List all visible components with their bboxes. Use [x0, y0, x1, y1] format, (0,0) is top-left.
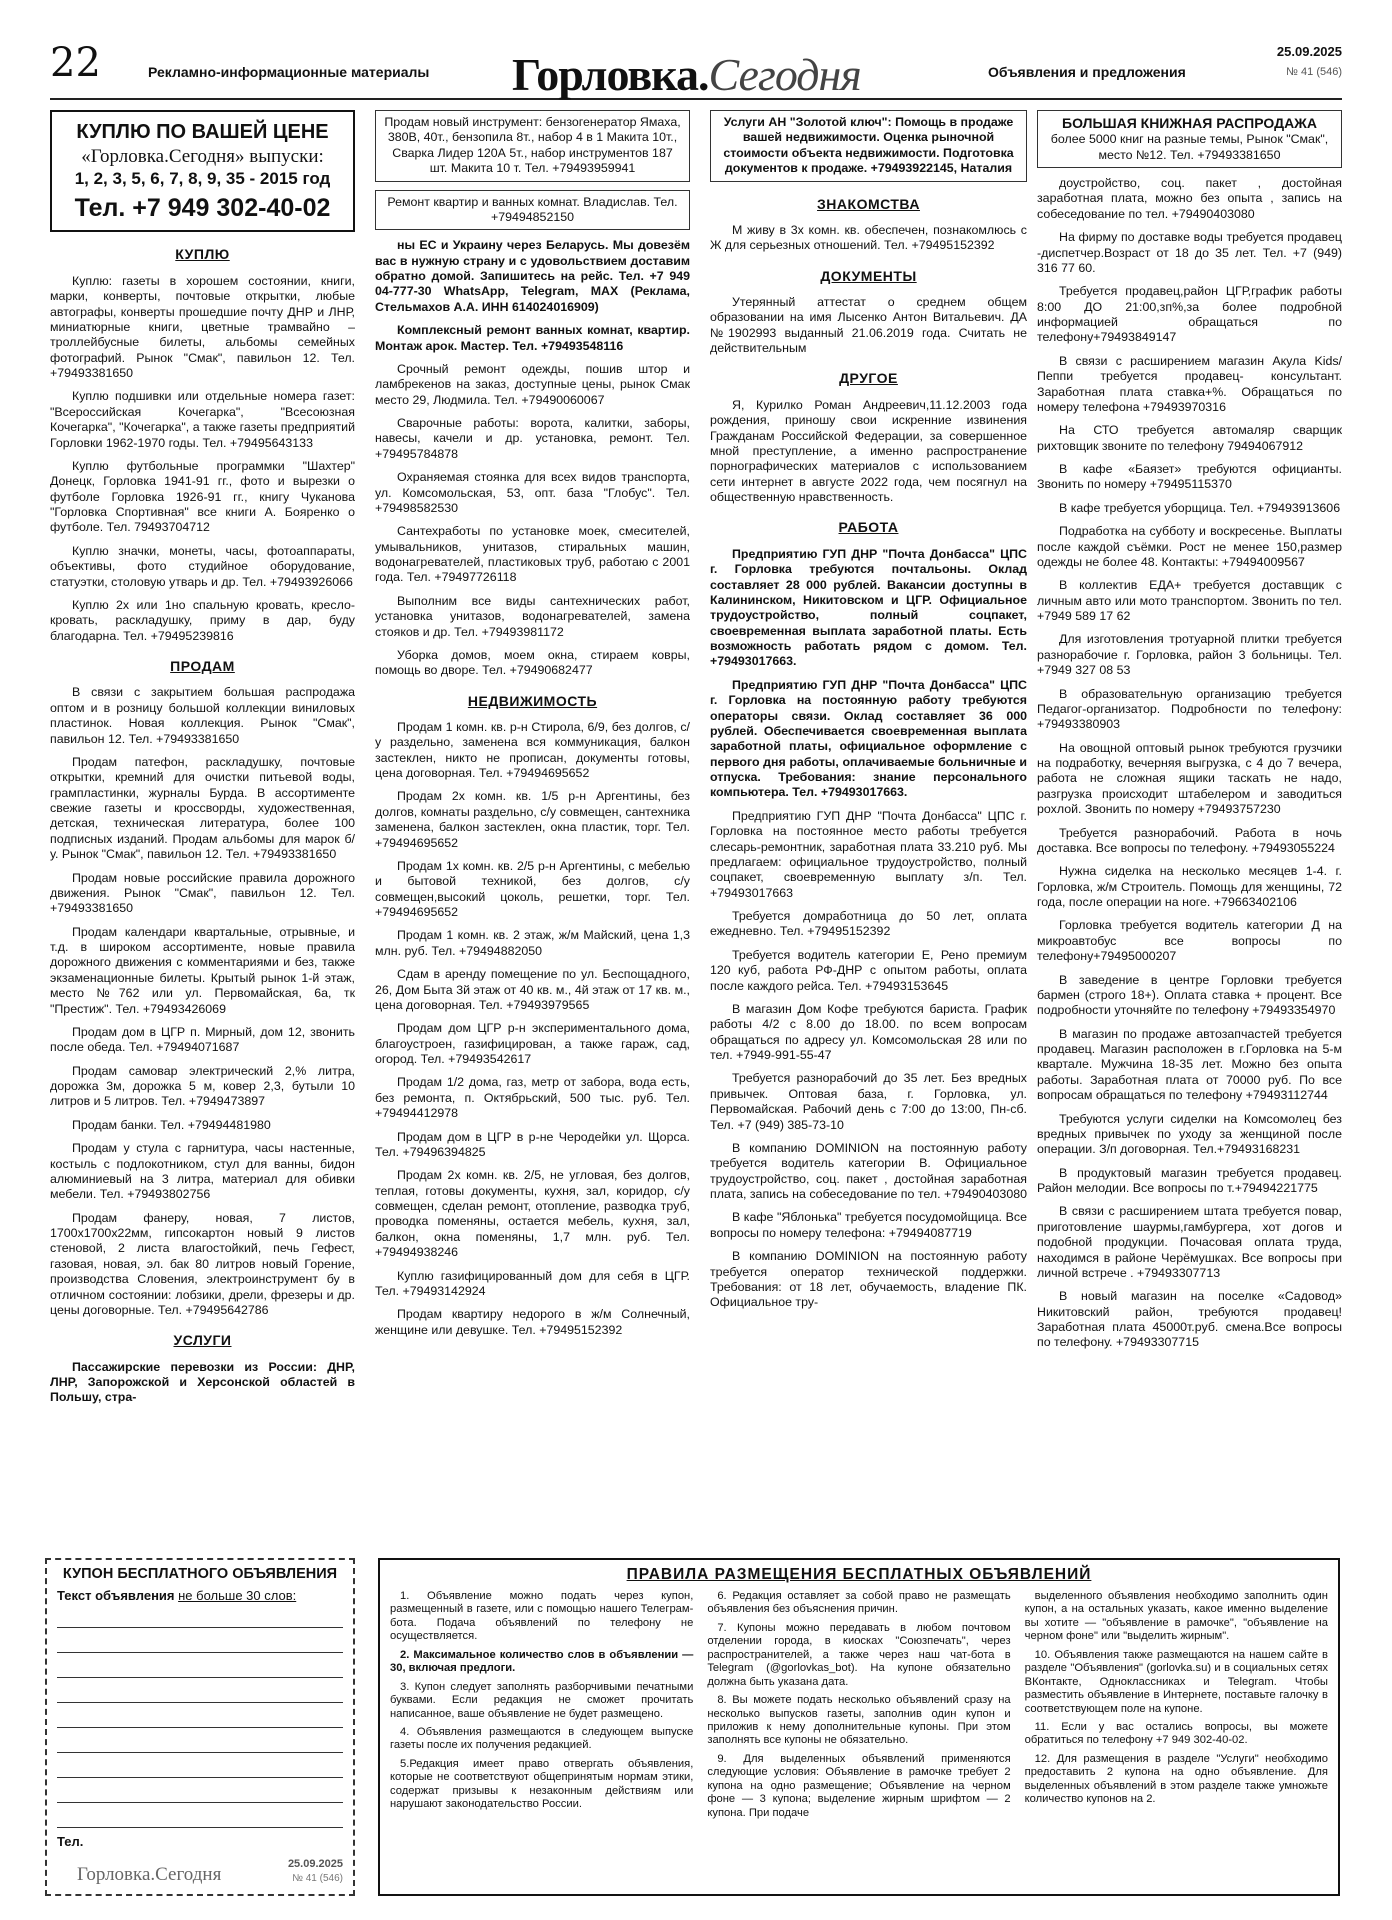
rules-box [378, 1558, 1340, 1896]
listing: Продам 1/2 дома, газ, метр от забора, вода есть, без ремонта, п. Октябрьский, 500 тыс. руб. Тел. +79494412978 [375, 1075, 690, 1121]
listing: Куплю: газеты в хорошем состоянии, книги, марки, конверты, почтовые открытки, любые автографы, конверты прошедшие почту ДНР и ЛНР, миниатюрные книги, цветные трамвайно – троллейбусные билеты, альбомы семейных фотографий. Рынок "Смак", павильон 12. Тел. +79493381650 [50, 273, 355, 381]
rule-item: 6. Редакция оставляет за собой право не размещать объявления без объяснения причин. [707, 1590, 1011, 1616]
listing: В магазин по продаже автозапчастей требуется продавец. Магазин расположен в г.Горловка на 5-м квартале. Мужчина 18-35 лет. Можно без опыта работы. Заработная плата от 70000 руб. По все вопросам обращаться по телефону +79493112744 [1037, 1026, 1342, 1103]
listing: На овощной оптовый рынок требуются грузчики на подработку, вечерняя выгрузка, с 4 до 7 вечера, работа не сложная ящики таскать не надо, разгрузка происходит штабелером и заводиться рохлой. Звонить по номеру +79493757230 [1037, 740, 1342, 817]
coupon-issue: № 41 (546) [292, 1873, 343, 1884]
issue-date: 25.09.2025 [1276, 44, 1342, 59]
listing: В коллектив ЕДА+ требуется доставщик с личным авто или мото транспортом. Звонить по тел. +7949 589 17 62 [1037, 578, 1342, 624]
listing: На СТО требуется автомаляр сварщик рихтовщик звоните по телефону 79494067912 [1037, 423, 1342, 453]
section-heading-work: РАБОТА [838, 519, 899, 536]
listing: Требуется продавец,район ЦГР,график работы 8:00 ДО 21:00,зп%,за более подробной информацией обращаться по телефону+79493849147 [1037, 284, 1342, 345]
rule-item: 1. Объявление можно подать через купон, размещенный в газете, или с помощью нашего Телеграм-бота. Подача объявлений по телефону не осуществляется. [390, 1590, 694, 1643]
rule-item: 10. Объявления также размещаются на нашем сайте в разделе "Объявления" (gorlovka.su) и в социальных сетях ВКонтакте, Одноклассниках и Telegram. Чтобы разместить объявление в Интернете, поставьте галочку в соответствующем поле на купоне. [1024, 1648, 1328, 1715]
listing: Охраняемая стоянка для всех видов транспорта, ул. Комсомольская, 53, опт. база "Глобус". Тел. +79498582530 [375, 470, 690, 515]
listing: ны ЕС и Украину через Беларусь. Мы довезём вас в нужную страну и с удовольствием доставим обратно домой. Запишитесь на рейс. Тел. +7 949 04-777-30 WhatsApp, Telegram, MAX (Реклама, Стельмахов А.А. ИНН 614024016909) [375, 238, 690, 314]
rule-item: 9. Для выделенных объявлений применяются следующие условия: Объявление в рамочке требует 2 купона на одно размещение; Объявление на черном фоне — 3 купона; выделение жирным шрифтом — 2 купона. При подаче [707, 1752, 1011, 1819]
listing: Предприятию ГУП ДНР "Почта Донбасса" ЦПС г. Горловка на постоянное место работы требуется слесарь-ремонтник, заработная плата 33.210 руб. Мы предлагаем: официальное трудоустройство, полный соцпакет, своевременную выплату з/п. Тел. +79493017663 [710, 808, 1027, 900]
coupon-logo: Горловка.Сегодня [77, 1864, 222, 1885]
listing: Куплю газифицированный дом для себя в ЦГР. Тел. +79493142924 [375, 1268, 690, 1298]
listing: Куплю футбольные программки "Шахтер" Донецк, Горловка 1941-91 гг., фото и вырезки о футболе Горловка 1926-91 гг., книгу Чуканова "Горловка Спортивная" все книги А. Бояренко о футболе. Тел. 79493704712 [50, 458, 355, 535]
listing: Сварочные работы: ворота, калитки, заборы, навесы, качели и др. установка, ремонт. Тел. +79495784878 [375, 416, 690, 461]
section-label-right: Объявления и предложения [988, 64, 1186, 80]
listing: Требуется водитель категории Е, Рено премиум 120 куб, работа РФ-ДНР с опытом работы, оплата после каждого рейса. Тел. +79493153645 [710, 947, 1027, 993]
buy-back-box [50, 110, 355, 232]
listing: Предприятию ГУП ДНР "Почта Донбасса" ЦПС г. Горловка требуются почтальоны. Оклад составляет 28 000 рублей. Вакансии доступны в Калининском, Никитовском и ЦГР. Официальное трудоустройство, полный соцпакет, своевременная выплата заработной платы. Есть возможность работать рядом с домом. Тел. +79493017663. [710, 546, 1027, 669]
rule-item: выделенного объявления необходимо заполнить один купон, а на остальных указать, какое именно выделение вы хотите — "объявление в рамочке", "объявление на черном фоне" или "выделить жирным". [1024, 1590, 1328, 1643]
coupon-line[interactable] [57, 1753, 343, 1778]
listing: Продам патефон, раскладушку, почтовые открытки, кремний для очистки питьевой воды, грампластинки, журналы Бурда. В ассортименте свежие газеты и кроссворды, художественная, детская, техническая литература, более 100 подписных изданий. Продам альбомы для марок б/у. Рынок "Смак", павильон 12. Тел. +79493381650 [50, 754, 355, 862]
coupon-text-label: Текст объявления не больше 30 слов: [57, 1588, 297, 1603]
coupon-footer [57, 1858, 343, 1888]
rules-column-1 [390, 1590, 693, 1825]
rule-item: 3. Купон следует заполнять разборчивыми печатными буквами. Если редакция не сможет прочитать написанное, ваше объявление не будет размещено. [390, 1680, 694, 1720]
listing: Продам дом в ЦГР в р-не Черодейки ул. Щорса. Тел. +79496394825 [375, 1129, 690, 1159]
listing: Утерянный аттестат о среднем общем образовании на имя Лысенко Антон Витальевич. ДА №1902993 выданный 21.06.2019 года. Считать не действительным [710, 294, 1027, 356]
listing: М живу в 3х комн. кв. обеспечен, познакомлюсь с Ж для серьезных отношений. Тел. +79495152392 [710, 222, 1027, 253]
listing: Сдам в аренду помещение по ул. Беспощадного, 26, Дом Быта 3й этаж от 40 кв. м., 4й этаж от 17 кв. м., цена договорная. Тел. +79493979565 [375, 967, 690, 1012]
listing: Продам банки. Тел. +79494481980 [72, 1117, 271, 1132]
rules-column-3 [1025, 1590, 1328, 1825]
section-heading-other: ДРУГОЕ [839, 370, 898, 387]
coupon-line[interactable] [57, 1678, 343, 1703]
listing: Продам 1х комн. кв. 2/5 р-н Аргентины, с мебелью и бытовой техникой, без долгов, с/у совмещен,высокий цоколь, решетки, торг. Тел. +79494695652 [375, 858, 690, 920]
page-number: 22 [50, 40, 101, 86]
column-2 [375, 110, 690, 1545]
listing: Требуется разнорабочий до 35 лет. Без вредных привычек. Оптовая база, г. Горловка, ул. Первомайская. Рабочий день с 7:00 до 13:00, Пн-сб. Тел. +7 (949) 385-73-10 [710, 1071, 1027, 1132]
section-heading-sell: ПРОДАМ [170, 658, 235, 675]
listing: Продам фанеру, новая, 7 листов, 1700х1700х22мм, гипсокартон новый 9 листов стеновой, 2 листа влагостойкий, печь Гефест, газовая, новая, эл. бак 80 литров новый Горение, производства Словения, электроинструмент бу в отличном состоянии: лобзики, дрели, фрезеры и др. цены договорные. Тел. +79495642786 [50, 1210, 355, 1317]
listing: Куплю подшивки или отдельные номера газет: "Всероссийская Кочегарка", "Всесоюзная Кочегарка", "Кочегарка", а также газеты предприятий Горловки 1962-1970 годы. Тел. +79495643133 [50, 389, 355, 450]
coupon-line[interactable] [57, 1803, 343, 1828]
listing: Продам 2х комн. кв. 1/5 р-н Аргентины, без долгов, комнаты раздельно, с/у совмещен, сантехника заменена, балкон застеклен, окна пластик, торг. Тел. +79494695652 [375, 789, 690, 850]
listing: Требуются услуги сиделки на Комсомолец без вредных привычек по уходу за женщиной после операции. З/п договорная. Тел.+79493168231 [1037, 1111, 1342, 1157]
rule-item: 11. Если у вас остались вопросы, вы можете обратиться по телефону +7 949 302-40-02. [1024, 1720, 1328, 1747]
coupon-line[interactable] [57, 1778, 343, 1803]
listing: В компанию DOMINION на постоянную работу требуется оператор технической поддержки. Требования: от 18 лет, обучаемость, владение ПК. Официальное тру- [710, 1249, 1027, 1310]
issue-number: № 41 (546) [1286, 66, 1342, 78]
coupon-line[interactable] [57, 1703, 343, 1728]
listing: Для изготовления тротуарной плитки требуется разнорабочие г. Горловка, район 3 больницы. Тел. +7949 327 08 53 [1037, 632, 1342, 678]
masthead [512, 48, 861, 101]
listing: В связи с расширением штата требуется повар, приготовление шаурмы,гамбургера, хот догов и подобной продукции. Почасовая оплата труда, находимся в районе Черёмушках. Все вопросы при личной встрече . +79493307713 [1037, 1204, 1342, 1280]
rule-item: 12. Для размещения в разделе "Услуги" необходимо предоставить 2 купона на одно объявление. Для выделенных объявлений в этом разделе также умножьте количество купонов на 2. [1024, 1752, 1328, 1806]
rules-title: ПРАВИЛА РАЗМЕЩЕНИЯ БЕСПЛАТНЫХ ОБЪЯВЛЕНИЙ [626, 1566, 1092, 1583]
section-heading-buy: КУПЛЮ [175, 246, 230, 263]
rule-item: 8. Вы можете подать несколько объявлений сразу на несколько выпусков газеты, заполнив один купон и приложив к нему дополнительные купоны. При этом заполнять все купоны не обязательно. [707, 1694, 1011, 1747]
column-3 [710, 110, 1027, 1545]
boxed-ad-books [1037, 110, 1342, 168]
listing: Горловка требуется водитель категории Д на микроавтобус все вопросы по телефону+79495000207 [1037, 918, 1342, 964]
masthead-main: Горловка. [512, 49, 709, 100]
section-heading-dating: ЗНАКОМСТВА [817, 195, 920, 212]
listing: Требуется разнорабочий. Работа в ночь доставка. Все вопросы по телефону. +79493055224 [1037, 825, 1342, 855]
boxed-ad-tools: Продам новый инструмент: бензогенератор Ямаха, 380В, 40т., бензопила 8т., набор 4 в 1 Макита 10т., Сварка Лидер 120А 5т., набор инструментов 187 шт. Макита 10 т. Тел. +79493959941 [375, 110, 690, 182]
listing: Продам дом в ЦГР п. Мирный, дом 12, звонить после обеда. Тел. +79494071687 [50, 1024, 355, 1055]
listing: Продам квартиру недорого в ж/м Солнечный, женщине или девушке. Тел. +79495152392 [375, 1307, 690, 1337]
listing: Продам новые российские правила дорожного движения. Рынок "Смак", павильон 12. Тел. +79493381650 [50, 870, 355, 916]
rule-item: 2. Максимальное количество слов в объявлении — 30, включая предлоги. [390, 1648, 694, 1675]
listing: Предприятию ГУП ДНР "Почта Донбасса" ЦПС г. Горловка на постоянную работу требуются операторы связи. Оклад составляет 36 000 рублей. Обеспечивается своевременная выплата заработной платы, официальное оформление с первого дня работы, оплачиваемые больничные и отпуска. Требования: знание персонального компьютера. Тел. +79493017663. [710, 677, 1027, 800]
listing: Сантехработы по установке моек, смесителей, умывальников, унитазов, стиральных машин, водонагревателей, пластиковых труб, работаю с 2001 года. Тел. +79497726118 [375, 524, 690, 585]
listing: Срочный ремонт одежды, пошив штор и ламбрекенов на заказ, доступные цены, рынок Смак место 29, Людмила. Тел. +79490060067 [375, 361, 690, 407]
buy-box-subtitle: «Горловка.Сегодня» выпуски: [81, 145, 324, 167]
listing: В заведение в центре Горловки требуется бармен (строго 18+). Оплата ставка + процент. Все подробности уточняйте по телефону +79493354970 [1037, 972, 1342, 1018]
listing: В новый магазин на поселке «Садовод» Никитовский район, требуются продавец! Заработная плата 45000т.руб. смена.Все вопросы по телефону. +79493307715 [1037, 1289, 1342, 1350]
listing: Я, Курилко Роман Андреевич,11.12.2003 года рождения, приношу свои искренние извинения Гражданам Российской Федерации, за совершенное мной преступление, а именно распространение порнографических материалов с использованием сети интернет в августе 2022 года, чем посягнул на общественную нравственность. [710, 397, 1027, 505]
listing: В связи с закрытием большая распродажа оптом и в розницу большой коллекции виниловых пластинок. Новая коллекция. Рынок "Смак", павильон 12. Тел. +79493381650 [50, 685, 355, 746]
boxed-ad-golden-key: Услуги АН "Золотой ключ": Помощь в продаже вашей недвижимости. Оценка рыночной стоимости объекта недвижимости. Подготовка документов к продаже. +79493922145, Наталия [710, 110, 1027, 182]
listing: В кафе требуется уборщица. Тел. +79493913606 [1059, 500, 1341, 515]
listing: В связи с расширением магазин Акула Kids/Пеппи требуется продавец- консультант. Заработная плата ставка+%. Обращаться по номеру телефона +79493970316 [1037, 353, 1342, 414]
listing: В компанию DOMINION на постоянную работу требуется водитель категории В. Официальное трудоустройство, соц. пакет , достойная заработная плата, запись на собеседование по тел. +79490403080 [710, 1140, 1027, 1202]
column-4 [1037, 110, 1342, 1545]
coupon-line[interactable] [57, 1603, 343, 1628]
section-heading-documents: ДОКУМЕНТЫ [820, 267, 917, 284]
books-ad-title: БОЛЬШАЯ КНИЖНАЯ РАСПРОДАЖА [1062, 115, 1317, 131]
rule-item: 5.Редакция имеет право отвергать объявления, которые не соответствуют общепринятым нормам этики, содержат призывы к незаконным действиям или нарушают законодательство России. [390, 1757, 694, 1811]
masthead-italic: Сегодня [708, 49, 861, 100]
listing: Продам 1 комн. кв. р-н Стирола, 6/9, без долгов, с/у раздельно, заменена вся коммуникация, балкон застеклен, никто не прописан, документы готовы, цена договорная. Тел. +79494695652 [375, 719, 690, 781]
page-header [50, 40, 1342, 100]
listing: В кафе "Яблонька" требуется посудомойщица. Все вопросы по номеру телефона: +79494087719 [710, 1210, 1027, 1240]
coupon-line[interactable] [57, 1628, 343, 1653]
coupon-line[interactable] [57, 1653, 343, 1678]
listing: Продам дом ЦГР р-н экспериментального дома, благоустроен, газифицирован, а также гараж, сад, огород. Тел. +79493542617 [375, 1021, 690, 1067]
books-ad-text: более 5000 книг на разные темы, Рынок "Смак", место №12. Тел. +79493381650 [1050, 132, 1329, 162]
listing: Подработка на субботу и воскресенье. Выплаты после каждой съёмки. Рост не менее 150,размер одежды не более 48. Контакты: +79494009567 [1037, 524, 1342, 569]
buy-box-title: КУПЛЮ ПО ВАШЕЙ ЦЕНЕ [76, 121, 329, 143]
listing: Требуется домработница до 50 лет, оплата ежедневно. Тел. +79495152392 [710, 909, 1027, 939]
listing: Продам 1 комн. кв. 2 этаж, ж/м Майский, цена 1,3 млн. руб. Тел. +79494882050 [375, 928, 690, 958]
rules-columns [390, 1590, 1328, 1825]
listing: Продам 2х комн. кв. 2/5, не угловая, без долгов, теплая, готовы документы, кухня, зал, коридор, с/у совмещен, сделан ремонт, отопление, разводка труб, проводка поменяны, остается мебель, кухня, зал, балкон, окна поменяны, 1,7 млн. руб. Тел. +79494938246 [375, 1168, 690, 1260]
listing: Уборка домов, моем окна, стираем ковры, помощь во дворе. Тел. +79490682477 [375, 647, 690, 678]
listing: Продам у стула с гарнитура, часы настенные, костыль с подлокотником, стул для ванны, бидон алюминиевый на 3 литра, материал для обивки мебели. Тел. +79493802756 [50, 1141, 355, 1202]
coupon-title: КУПОН БЕСПЛАТНОГО ОБЪЯВЛЕНИЯ [62, 1566, 338, 1582]
listing: Комплексный ремонт ванных комнат, квартир. Монтаж арок. Мастер. Тел. +79493548116 [375, 323, 690, 353]
coupon-phone-field[interactable]: Тел. [57, 1834, 84, 1849]
coupon-date: 25.09.2025 [287, 1858, 343, 1870]
listing: В продуктовый магазин требуется продавец. Район мелодии. Все вопросы по т.+79494221775 [1037, 1165, 1342, 1196]
free-ad-coupon [45, 1558, 355, 1896]
section-label-left: Рекламно-информационные материалы [148, 64, 430, 80]
rule-item: 7. Купоны можно передавать в любом почтовом отделении города, в киосках "Союзпечать", через распространителей, а также через наш чат-бота в Telegram (@gorlovkas_bot). На купоне обязательно должна быть указана дата. [707, 1621, 1011, 1688]
listing: В образовательную организацию требуется Педагог-организатор. Подробности по телефону: +79493380903 [1037, 686, 1342, 732]
listing: В магазин Дом Кофе требуются бариста. График работы 4/2 с 8.00 до 18.00. по всем вопросам обращаться по адресу ул. Комсомольская 28 или по тел. +7949-991-55-47 [710, 1001, 1027, 1063]
listing: доустройство, соц. пакет , достойная заработная плата, можно без опыта , запись на собеседование по тел. +79490403080 [1037, 176, 1342, 221]
section-heading-services: УСЛУГИ [173, 1332, 232, 1349]
listing: Продам самовар электрический 2,% литра, дорожка 3м, дорожка 5 м, ковер 2,3, бутыли 10 литров и 5 литров. Тел. +7949473897 [50, 1063, 355, 1109]
section-heading-realty: НЕДВИЖИМОСТЬ [467, 692, 598, 709]
coupon-line[interactable] [57, 1728, 343, 1753]
listing: Продам календари квартальные, отрывные, и т.д. в широком ассортименте, новые правила дорожного движения с комментариями и без, также экзаменационные билеты. Крытый рынок 1-й этаж, место №762 или ул. Первомайская, 6а, тк "Престиж". Тел. +79493426069 [50, 924, 355, 1016]
column-1 [50, 110, 355, 1545]
listing: Нужна сиделка на несколько месяцев 1-4. г. Горловка, ж/м Строитель. Помощь для женщины, 72 года, после операции на ноге. +79663402106 [1037, 864, 1342, 910]
coupon-word-limit: не больше 30 слов: [178, 1588, 297, 1603]
listing: На фирму по доставке воды требуется продавец -диспетчер.Возраст от 18 до 35 лет. Тел. +7 (949) 316 77 60. [1037, 230, 1342, 275]
rules-column-2 [707, 1590, 1010, 1825]
listing: Выполним все виды сантехнических работ, установка унитазов, водонагревателей, замена стояков и др. Тел. +79493981172 [375, 593, 690, 639]
listing: Куплю 2х или 1но спальную кровать, кресло-кровать, раскладушку, приму в дар, буду благодарна. Тел. +79495239816 [50, 597, 355, 643]
buy-box-issues: 1, 2, 3, 5, 6, 7, 8, 9, 35 - 2015 год [74, 169, 331, 189]
listing: Куплю значки, монеты, часы, фотоаппараты, объективы, фото студийное оборудование, статуэтки, столовую утварь и др. Тел. +79493926066 [50, 543, 355, 589]
boxed-ad-repair: Ремонт квартир и ванных комнат. Владислав. Тел. +79494852150 [375, 190, 690, 231]
listing: Пассажирские перевозки из России: ДНР, ЛНР, Запорожской и Херсонской областей в Польшу, стра- [50, 1359, 355, 1405]
listing: В кафе «Баязет» требуются официанты. Звонить по номеру +79495115370 [1037, 462, 1342, 492]
rule-item: 4. Объявления размещаются в следующем выпуске газеты после их получения редакцией. [390, 1725, 694, 1752]
buy-box-phone: Тел. +7 949 302-40-02 [74, 194, 331, 223]
